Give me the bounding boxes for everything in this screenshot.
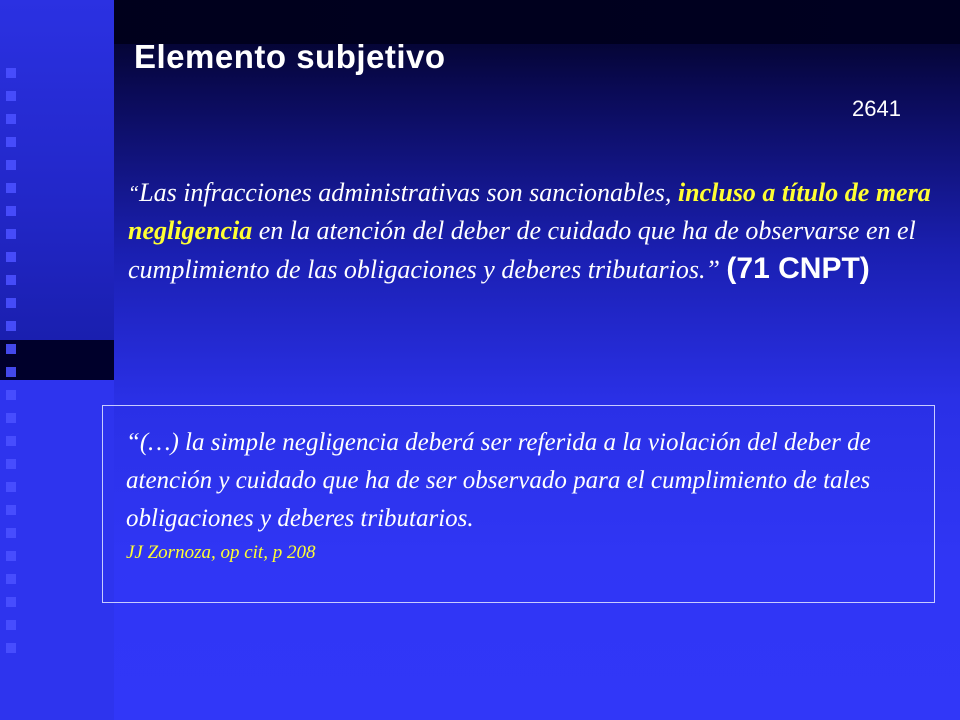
slide-title: Elemento subjetivo bbox=[134, 38, 446, 75]
decorative-squares bbox=[6, 68, 32, 666]
law-reference: (71 CNPT) bbox=[726, 252, 870, 285]
quote-main bbox=[128, 174, 948, 289]
quote-main-highlight: incluso a título de mera negligencia bbox=[128, 178, 931, 245]
open-quote-mark: “ bbox=[128, 182, 140, 204]
left-decorative-panel bbox=[0, 0, 114, 720]
quote-secondary: “(…) la simple negligencia deberá ser referida a la violación del deber de atención y cuidado que ha de ser observado para el cumplimiento de tales obligaciones y deberes tributarios. bbox=[126, 429, 871, 532]
quote-main-part2: en la atención del deber de cuidado que ha de observarse en el cumplimiento de las obligaciones y deberes tributarios.” bbox=[128, 216, 916, 284]
citation: JJ Zornoza, op cit, p 208 bbox=[126, 542, 316, 563]
slide-number: 2641 bbox=[852, 96, 901, 121]
quote-main-part1: Las infracciones administrativas son sancionables, bbox=[139, 178, 678, 207]
